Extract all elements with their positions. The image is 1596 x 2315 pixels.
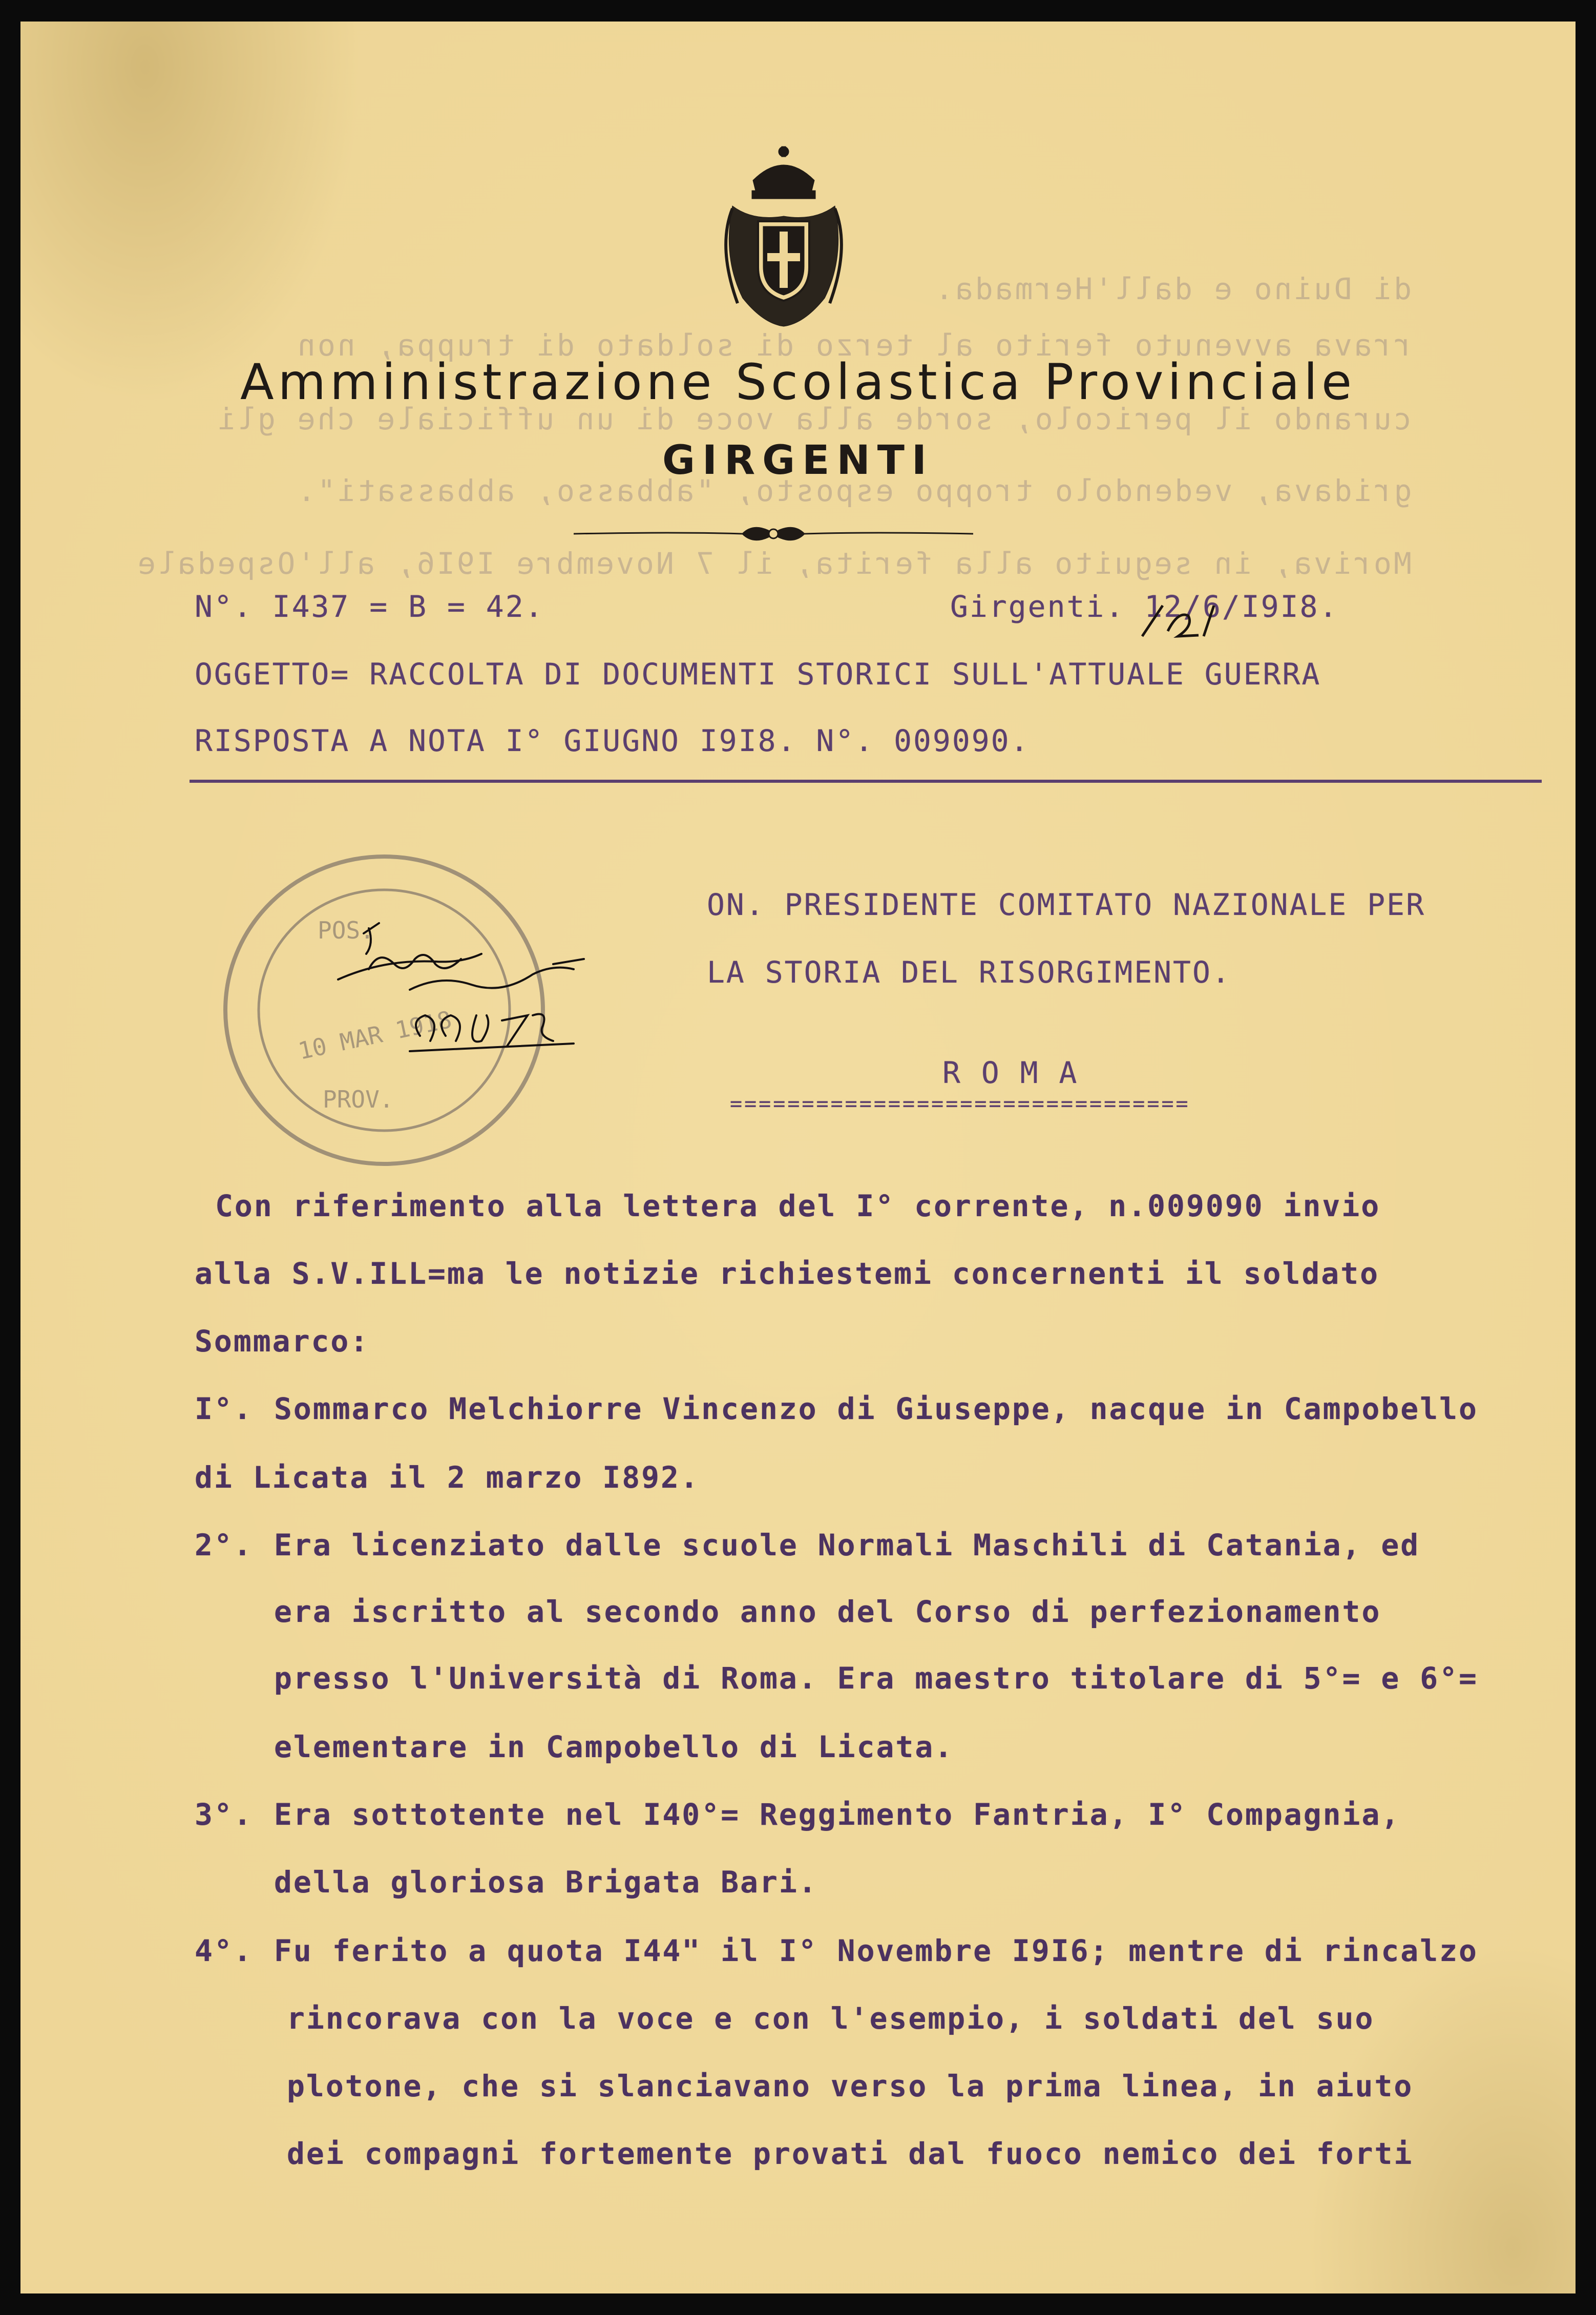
subject-line: OGGETTO= RACCOLTA DI DOCUMENTI STORICI SULL'ATTUALE GUERRA — [195, 657, 1321, 692]
bleed-through-text: di Duino e dall'Hermada. — [933, 272, 1412, 306]
protocol-number: N°. I437 = B = 42. — [195, 589, 544, 624]
letter-page — [20, 22, 1576, 2293]
item-number: 4°. — [195, 1933, 253, 1968]
item-line: elementare in Campobello di Licata. — [274, 1729, 954, 1764]
item-line: Sommarco Melchiorre Vincenzo di Giuseppe, nacque in Campobello — [274, 1391, 1478, 1426]
svg-text:POS.: POS. — [318, 916, 374, 944]
item-line: rincorava con la voce e con l'esempio, i soldati del suo — [287, 2001, 1375, 2036]
item-number: 2°. — [195, 1528, 253, 1562]
item-line: presso l'Università di Roma. Era maestro titolare di 5°= e 6°= — [274, 1661, 1478, 1696]
reply-reference: RISPOSTA A NOTA I° GIUGNO I9I8. N°. 009090. — [195, 723, 1030, 758]
item-line: dei compagni fortemente provati dal fuoco nemico dei forti — [287, 2136, 1414, 2171]
item-line: di Licata il 2 marzo I892. — [195, 1460, 700, 1495]
svg-text:PROV.: PROV. — [323, 1086, 394, 1113]
bleed-through-text: gridava, vedendolo troppo esposto, "abbasso, abbassati". — [295, 473, 1412, 508]
intro-line-1: Con riferimento alla lettera del I° corrente, n.009090 invio — [215, 1188, 1381, 1223]
addressee-city: R O M A — [942, 1055, 1079, 1090]
subject-underline — [190, 780, 1542, 783]
handwritten-date-icon — [1132, 595, 1219, 646]
handwritten-signature-icon — [307, 913, 625, 1097]
city-title: GIRGENTI — [662, 437, 934, 484]
item-line: era iscritto al secondo anno del Corso di perfezionamento — [274, 1594, 1381, 1629]
bleed-through-text: rrava avvenuto ferito al terzo di soldato di truppa, non — [295, 328, 1412, 363]
svg-text:10 MAR 1918: 10 MAR 1918 — [296, 1005, 454, 1065]
addressee-line-1: ON. PRESIDENTE COMITATO NAZIONALE PER — [707, 887, 1426, 922]
administration-title: Amministrazione Scolastica Provinciale — [240, 353, 1356, 411]
place-date: Girgenti. 12/6/I9I8. — [950, 589, 1339, 624]
item-line: Era licenziato dalle scuole Normali Maschili di Catania, ed — [274, 1528, 1420, 1562]
intro-line-3: Sommarco: — [195, 1324, 370, 1359]
bleed-through-text: curando il pericolo, sorde alla voce di un ufficiale che gli — [215, 402, 1412, 436]
item-line: della gloriosa Brigata Bari. — [274, 1865, 818, 1900]
item-number: I°. — [195, 1391, 253, 1426]
addressee-line-2: LA STORIA DEL RISORGIMENTO. — [707, 955, 1231, 990]
royal-crest-icon — [712, 144, 855, 329]
item-number: 3°. — [195, 1797, 253, 1832]
bleed-through-text: Moriva, in seguito alla ferita, il 7 Novembre I9I6, all'Ospedale — [136, 546, 1412, 581]
intro-line-2: alla S.V.ILL=ma le notizie richiestemi concernenti il soldato — [195, 1256, 1380, 1291]
item-line: Fu ferito a quota I44" il I° Novembre I9I6; mentre di rincalzo — [274, 1933, 1478, 1968]
item-line: plotone, che si slanciavano verso la prima linea, in aiuto — [287, 2069, 1414, 2103]
ornament-divider-icon — [574, 518, 973, 549]
addressee-rule: ================================ — [730, 1092, 1190, 1116]
item-line: Era sottotente nel I40°= Reggimento Fantria, I° Compagnia, — [274, 1797, 1401, 1832]
